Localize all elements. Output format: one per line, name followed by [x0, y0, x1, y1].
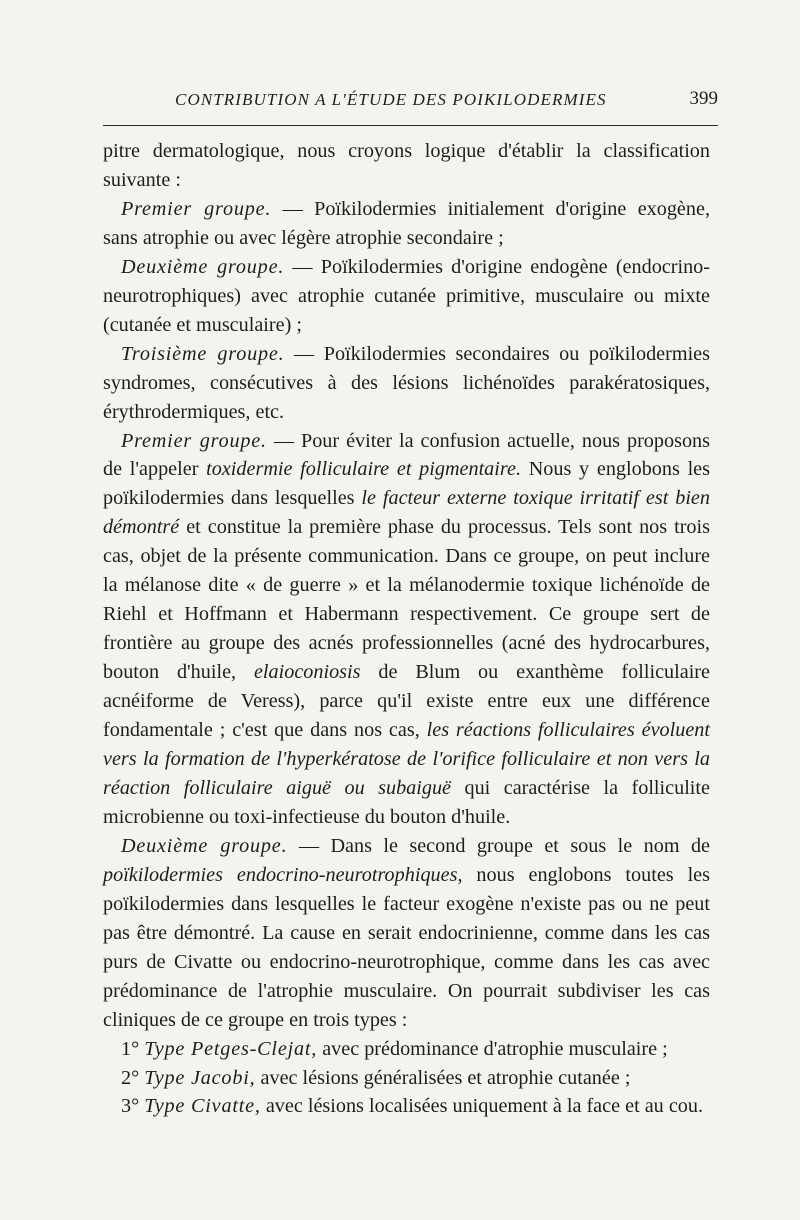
- list-item-type-2: 2° Type Jacobi, avec lésions généralisées et atrophie cutanée ;: [121, 1066, 631, 1089]
- paragraph-group-2-discussion: Deuxième groupe. — Dans le second groupe et sous le nom de poïkilodermies endocrino-neurotrophiques, nous englobons toutes les poïkilodermies dans lesquelles le facteur exogène n'existe pas ou ne peut pas être démontré. La cause en serait endocrinienne, comme dans les cas purs de Civatte ou endocrino-neurotrophique, comme dans les cas avec prédominance de l'atrophie musculaire. On pourrait subdiviser les cas cliniques de ce groupe en trois types :: [103, 834, 710, 1031]
- page-header: [103, 88, 718, 116]
- header-rule: [103, 125, 718, 126]
- group-heading: Troisième groupe.: [121, 342, 285, 365]
- list-item-type-3: 3° Type Civatte, avec lésions localisées uniquement à la face et au cou.: [121, 1095, 704, 1118]
- running-title: CONTRIBUTION A L'ÉTUDE DES POIKILODERMIES: [175, 90, 607, 109]
- group-heading: Premier groupe.: [121, 197, 272, 220]
- group-heading: Premier groupe.: [121, 429, 267, 452]
- page-number: 399: [689, 88, 718, 109]
- paragraph-group-1-discussion: Premier groupe. — Pour éviter la confusion actuelle, nous proposons de l'appeler toxidermie folliculaire et pigmentaire. Nous y englobons les poïkilodermies dans lesquelles le facteur externe toxique irritatif est bien démontré et constitue la première phase du processus. Tels sont nos trois cas, objet de la présente communication. Dans ce groupe, on peut inclure la mélanose dite « de guerre » et la mélanodermie toxique lichénoïde de Riehl et Hoffmann et Habermann respectivement. Ce groupe sert de frontière au groupe des acnés professionnelles (acné des hydrocarbures, bouton d'huile, elaioconiosis de Blum ou exanthème folliculaire acnéiforme de Veress), parce qu'il existe entre eux une différence fondamentale ; c'est que dans nos cas, les réactions folliculaires évoluent vers la formation de l'hyperkératose de l'orifice folliculaire et non vers la réaction folliculaire aiguë ou subaiguë qui caractérise la folliculite microbienne ou toxi-infectieuse du bouton d'huile.: [103, 429, 710, 828]
- paragraph-group-1-definition: Premier groupe. — Poïkilodermies initialement d'origine exogène, sans atrophie ou avec légère atrophie secondaire ;: [103, 197, 710, 249]
- paragraph-intro: pitre dermatologique, nous croyons logique d'établir la classification suivante :: [103, 140, 710, 191]
- group-heading: Deuxième groupe.: [121, 834, 288, 857]
- list-item-type-1: 1° Type Petges-Clejat, avec prédominance d'atrophie musculaire ;: [121, 1037, 668, 1060]
- paragraph-group-2-definition: Deuxième groupe. — Poïkilodermies d'origine endogène (endocrino-neurotrophiques) avec atrophie cutanée primitive, musculaire ou mixte (cutanée et musculaire) ;: [103, 255, 710, 336]
- body-text: [103, 137, 710, 1121]
- paragraph-group-3-definition: Troisième groupe. — Poïkilodermies secondaires ou poïkilodermies syndromes, consécutives à des lésions lichénoïdes parakératosiques, érythrodermiques, etc.: [103, 342, 710, 423]
- group-heading: Deuxième groupe.: [121, 255, 285, 278]
